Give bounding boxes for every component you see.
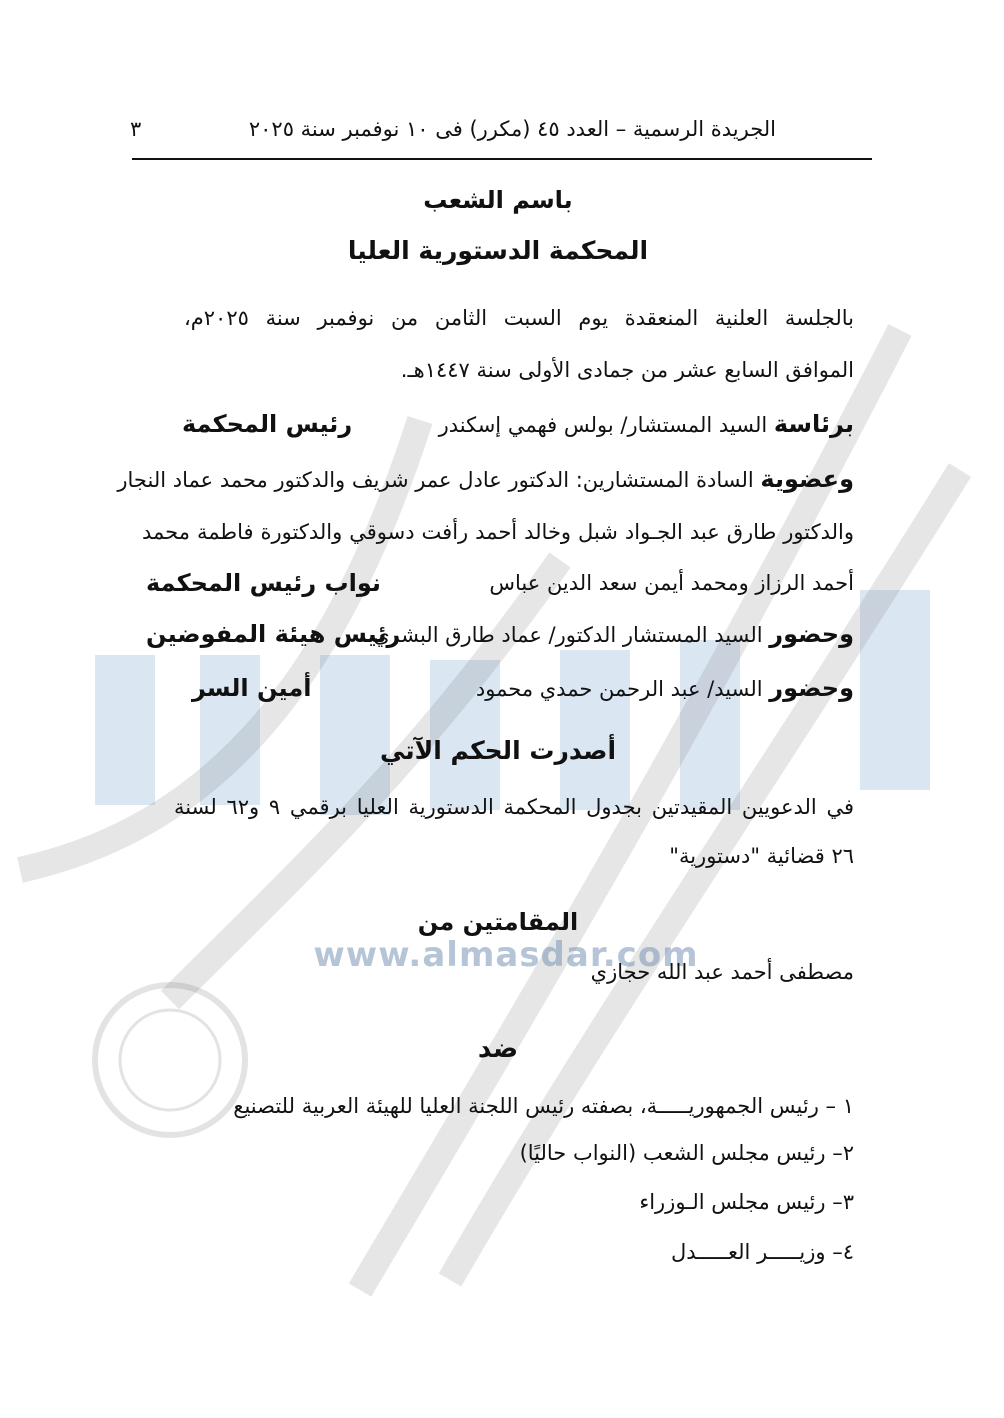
session-line-2: الموافق السابع عشر من جمادى الأولى سنة ١٤٤٧هـ. bbox=[400, 358, 854, 382]
membership-text-1: السادة المستشارين: الدكتور عادل عمر شريف والدكتور محمد عماد النجار bbox=[117, 468, 754, 492]
page-number: ٣ bbox=[130, 117, 142, 141]
defendants-heading: ضد bbox=[477, 1034, 519, 1064]
ruling-line-2: ٢٦ قضائية "دستورية" bbox=[669, 844, 854, 868]
presidency-label: برئاسة bbox=[773, 410, 854, 438]
attendance-text-2: السيد/ عبد الرحمن حمدي محمود bbox=[475, 677, 763, 701]
page-header bbox=[130, 112, 776, 146]
presidency-role: رئيس المحكمة bbox=[182, 410, 353, 438]
membership-line-2: والدكتور طارق عبد الجـواد شبل وخالد أحمد رأفت دسوقي والدكتورة فاطمة محمد bbox=[142, 520, 854, 544]
defendant-item-4: ٤– وزيـــــر العـــــدل bbox=[670, 1240, 854, 1264]
attendance-text-1: السيد المستشار الدكتور/ عماد طارق البشري bbox=[373, 623, 763, 647]
gazette-header-title: الجريدة الرسمية – العدد ٤٥ (مكرر) فى ١٠ نوفمبر سنة ٢٠٢٥ bbox=[248, 117, 776, 141]
defendant-item-3: ٣– رئيس مجلس الـوزراء bbox=[639, 1190, 854, 1214]
membership-line-3: أحمد الرزاز ومحمد أيمن سعد الدين عباس bbox=[489, 571, 854, 595]
membership-role: نواب رئيس المحكمة bbox=[146, 569, 381, 597]
attendance-role-2: أمين السر bbox=[192, 674, 312, 702]
header-divider bbox=[132, 158, 872, 160]
in-name-of-people-heading: باسم الشعب bbox=[423, 186, 573, 214]
ruling-heading: أصدرت الحكم الآتي bbox=[379, 736, 617, 765]
plaintiffs-heading: المقامتين من bbox=[417, 908, 579, 936]
membership-line-1 bbox=[117, 459, 854, 499]
session-line-1: بالجلسة العلنية المنعقدة يوم السبت الثامن من نوفمبر سنة ٢٠٢٥م، bbox=[184, 306, 854, 330]
court-name-heading: المحكمة الدستورية العليا bbox=[347, 236, 649, 265]
attendance-role-1: رئيس هيئة المفوضين bbox=[146, 620, 401, 648]
defendant-item-1: ١ – رئيس الجمهوريـــــة، بصفته رئيس اللجنة العليا للهيئة العربية للتصنيع bbox=[233, 1094, 854, 1118]
attendance-label-1: وحضور bbox=[769, 620, 854, 648]
watermark-url: www.almasdar.com bbox=[313, 935, 699, 975]
defendant-item-2: ٢– رئيس مجلس الشعب (النواب حاليًا) bbox=[519, 1141, 854, 1165]
ruling-line-1: في الدعويين المقيدتين بجدول المحكمة الدستورية العليا برقمي ٩ و٦٢ لسنة bbox=[174, 795, 855, 819]
presidency-text: السيد المستشار/ بولس فهمي إسكندر bbox=[438, 413, 768, 437]
plaintiff-name: مصطفى أحمد عبد الله حجازي bbox=[590, 960, 854, 984]
attendance-label-2: وحضور bbox=[769, 674, 854, 702]
membership-label: وعضوية bbox=[760, 465, 854, 493]
